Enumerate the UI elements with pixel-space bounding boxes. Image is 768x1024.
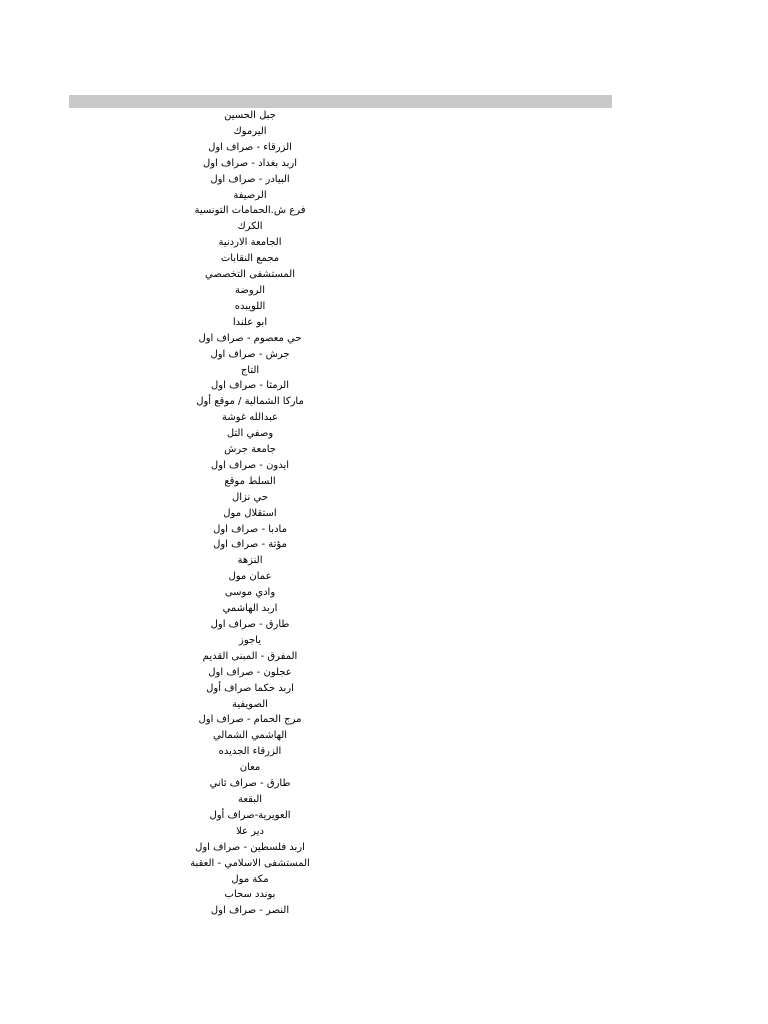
list-item: الزرقاء الجديده bbox=[218, 746, 282, 758]
list-item: الروضة bbox=[234, 284, 266, 296]
list-item: الصويفية bbox=[232, 698, 268, 710]
list-item: ياجوز bbox=[238, 634, 261, 646]
list-item: المفرق - المبنى القديم bbox=[202, 650, 298, 662]
list-item: ماركا الشمالية / موقع أول bbox=[196, 396, 304, 408]
list-item: البقعة bbox=[237, 793, 263, 805]
list-item: ايدون - صراف اول bbox=[210, 459, 290, 471]
list-item: مجمع النقابات bbox=[220, 253, 280, 265]
list-item: جرش - صراف اول bbox=[210, 348, 290, 360]
list-item: التاج bbox=[240, 364, 260, 376]
list-item: اربد الهاشمي bbox=[222, 603, 278, 615]
list-item: معان bbox=[239, 762, 261, 774]
list-item: المستشفى الاسلامي - العقبة bbox=[190, 857, 310, 869]
list-item: اليرموك bbox=[233, 125, 267, 137]
list-item: الجامعة الاردنية bbox=[218, 237, 282, 249]
list-item: السلط موقع bbox=[224, 475, 276, 487]
list-item: عمان مول bbox=[228, 571, 272, 583]
list-item: اربد بغداد - صراف اول bbox=[202, 157, 298, 169]
list-item: مكة مول bbox=[231, 873, 269, 885]
list-item: الرصيفة bbox=[233, 189, 267, 201]
list-item: فرع ش.الحمامات التونسية bbox=[194, 205, 306, 217]
list-item: جبل الحسين bbox=[224, 110, 276, 121]
branch-list bbox=[150, 108, 350, 919]
list-item: الزرقاء - صراف اول bbox=[208, 141, 292, 153]
list-item: البيادر - صراف اول bbox=[210, 173, 290, 185]
list-item: جامعة جرش bbox=[224, 444, 276, 456]
list-item: استقلال مول bbox=[223, 507, 277, 519]
list-item: طارق - صراف ثاني bbox=[209, 778, 291, 790]
list-item: المستشفى التخصصي bbox=[204, 269, 295, 281]
list-item: عجلون - صراف اول bbox=[208, 666, 292, 678]
list-item: ابو علندا bbox=[232, 316, 268, 328]
list-item: مرج الحمام - صراف اول bbox=[198, 714, 302, 726]
list-item: بوندد سحاب bbox=[224, 889, 276, 901]
list-item: الهاشمي الشمالي bbox=[212, 730, 288, 742]
list-item: النصر - صراف اول bbox=[210, 905, 290, 917]
list-item: حي نزال bbox=[231, 491, 269, 503]
list-item: اللويبده bbox=[234, 300, 266, 312]
list-item: حي معصوم - صراف اول bbox=[198, 332, 302, 344]
list-item: عبدالله غوشة bbox=[221, 412, 279, 424]
list-item: الكرك bbox=[237, 221, 263, 233]
list-item: وصفي التل bbox=[226, 428, 274, 440]
list-item: اربد فلسطين - صراف اول bbox=[195, 841, 305, 853]
table-header-bar bbox=[69, 95, 612, 108]
list-item: وادي موسى bbox=[224, 587, 276, 599]
list-item: اربد حكما صراف أول bbox=[206, 682, 294, 694]
list-item: دير علا bbox=[236, 825, 264, 837]
list-item: طارق - صراف اول bbox=[210, 619, 290, 630]
list-item: مؤتة - صراف اول bbox=[213, 539, 287, 551]
list-item: العويرية-صراف أول bbox=[209, 809, 291, 821]
list-item: النزهة bbox=[237, 555, 263, 567]
list-item: الرمثا - صراف اول bbox=[211, 380, 289, 392]
list-item: مادبا - صراف اول bbox=[213, 523, 287, 535]
